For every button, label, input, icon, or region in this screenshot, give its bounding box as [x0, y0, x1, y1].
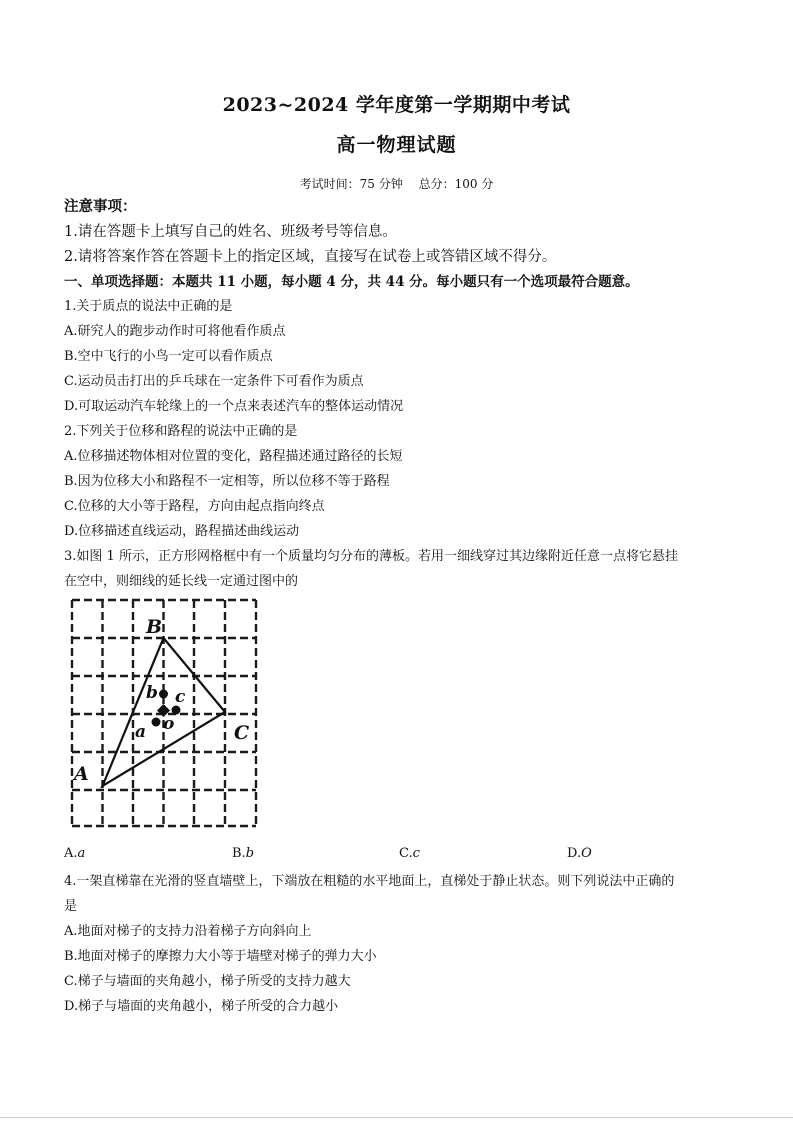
label-vertex-a: A — [74, 763, 89, 785]
point-a — [152, 718, 161, 727]
exam-title: 2023~2024 学年度第一学期期中考试 — [222, 94, 571, 116]
question-stem: 2.下列关于位移和路程的说法中正确的是 — [64, 424, 298, 439]
question-stem: 在空中，则细线的延长线一定通过图中的 — [64, 574, 299, 589]
label-point-b: b — [146, 683, 158, 703]
label-point-o: o — [163, 714, 175, 734]
section-heading: 一、单项选择题：本题共 11 小题，每小题 4 分，共 44 分。每小题只有一个选项最符合题意。 — [64, 274, 639, 290]
question-option: C.位移的大小等于路程，方向由起点指向终点 — [64, 499, 325, 514]
question-option: A.位移描述物体相对位置的变化，路程描述通过路径的长短 — [64, 449, 403, 464]
question-option: B.地面对梯子的摩擦力大小等于墙壁对梯子的弹力大小 — [64, 949, 377, 964]
question-stem: 3.如图 1 所示，正方形网格框中有一个质量均匀分布的薄板。若用一细线穿过其边缘附近任意一点将它悬挂 — [64, 549, 678, 564]
question-stem: 1.关于质点的说法中正确的是 — [64, 299, 233, 314]
question-option: D.梯子与墙面的夹角越小，梯子所受的合力越小 — [64, 999, 339, 1014]
question-option: A.地面对梯子的支持力沿着梯子方向斜向上 — [64, 924, 312, 939]
label-point-a: a — [135, 722, 147, 742]
point-b — [159, 690, 168, 699]
exam-subject-title: 高一物理试题 — [336, 134, 457, 156]
question-option: B.因为位移大小和路程不一定相等，所以位移不等于路程 — [64, 474, 390, 489]
question-option: B.空中飞行的小鸟一定可以看作质点 — [64, 349, 273, 364]
q3-option-d: D.O — [567, 846, 592, 861]
note-item: 1.请在答题卡上填写自己的姓名、班级考号等信息。 — [64, 224, 397, 240]
q3-option-a: A.a — [64, 846, 86, 861]
label-vertex-b: B — [146, 616, 163, 638]
q3-options — [64, 846, 724, 864]
exam-time: 考试时间：75 分钟 — [299, 177, 403, 191]
q3-option-b: B.b — [232, 846, 255, 861]
note-item: 2.请将答案作答在答题卡上的指定区域，直接写在试卷上或答错区域不得分。 — [64, 249, 557, 265]
question-stem: 是 — [64, 899, 78, 914]
q3-option-c: C.c — [399, 846, 420, 861]
total-score: 总分：100 分 — [418, 177, 494, 191]
grid-triangle-figure — [64, 594, 264, 830]
notes-heading: 注意事项： — [64, 198, 137, 215]
question-option: D.位移描述直线运动，路程描述曲线运动 — [64, 524, 300, 539]
question-option: D.可取运动汽车轮缘上的一个点来表述汽车的整体运动情况 — [64, 399, 404, 414]
label-vertex-c: C — [234, 722, 250, 744]
question-stem: 4.一架直梯靠在光滑的竖直墙壁上，下端放在粗糙的水平地面上，直梯处于静止状态。则下列说法中正确的 — [64, 874, 675, 889]
question-option: A.研究人的跑步动作时可将他看作质点 — [64, 324, 286, 339]
label-point-c: c — [175, 687, 186, 707]
page-bottom-rule — [0, 1117, 793, 1118]
exam-info-line — [0, 175, 793, 192]
question-option: C.梯子与墙面的夹角越小，梯子所受的支持力越大 — [64, 974, 351, 989]
question-option: C.运动员击打出的乒乓球在一定条件下可看作为质点 — [64, 374, 364, 389]
